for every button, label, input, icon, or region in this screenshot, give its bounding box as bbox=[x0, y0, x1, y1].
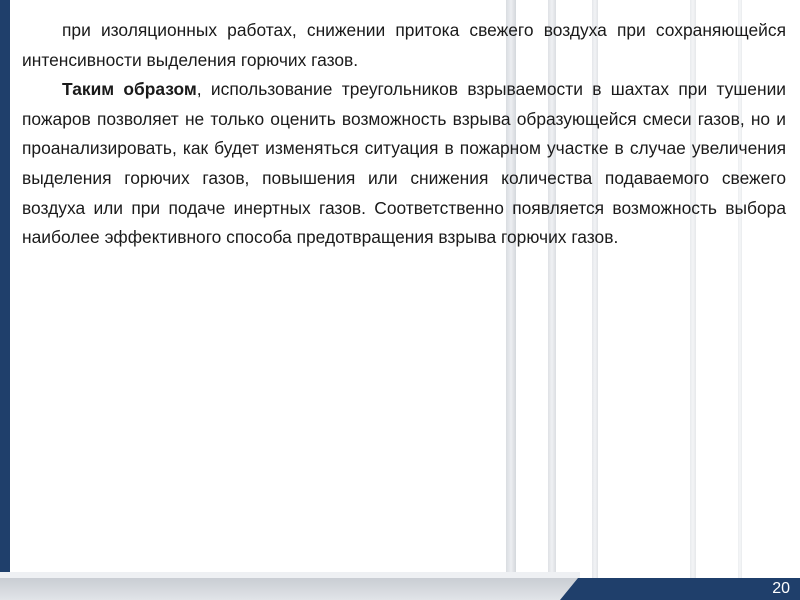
left-accent-bar bbox=[0, 0, 10, 600]
paragraph-2-text: , использование треугольников взрываемости в шахтах при тушении пожаров позволяет не только оценить возможность взрыва образующейся смеси газов, но и проанализировать, как будет изменяться ситуация в пожарном участке в случае увеличения выделения горючих газов, повышения или снижения количества подаваемого свежего воздуха или при подаче инертных газов. Соответственно появляется возможность выбора наиболее эффективного способа предотвращения взрыва горючих газов. bbox=[22, 79, 786, 248]
paragraph-2-bold-lead: Таким образом bbox=[62, 79, 197, 100]
slide-page-number: 20 bbox=[772, 580, 790, 597]
paragraph-continuation bbox=[22, 16, 786, 75]
paragraph-1-text: при изоляционных работах, снижении притока свежего воздуха при сохраняющейся интенсивности выделения горючих газов. bbox=[22, 20, 786, 70]
footer-blue-bar bbox=[560, 578, 800, 600]
slide-body-text bbox=[22, 16, 786, 253]
paragraph-conclusion bbox=[22, 75, 786, 253]
